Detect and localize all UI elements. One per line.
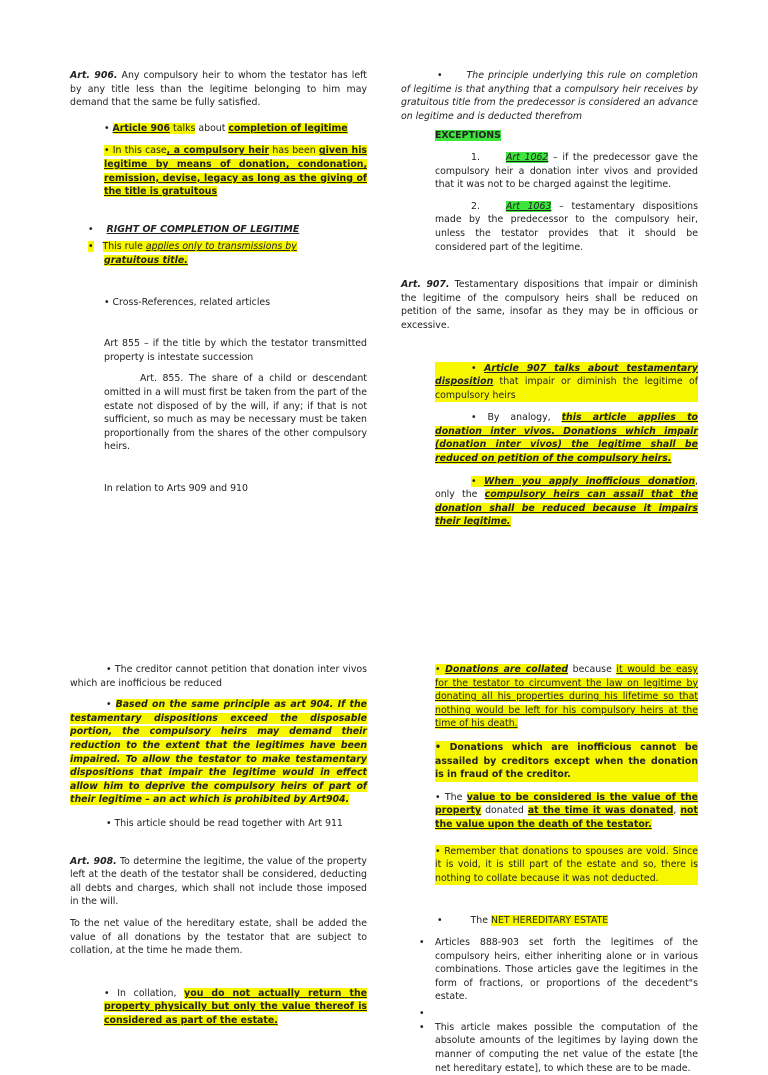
right-top-column [401, 69, 698, 529]
art-1062-ref: Art 1062 [505, 151, 549, 163]
relation-arts: In relation to Arts 909 and 910 [104, 482, 248, 494]
art906-paragraph [70, 69, 367, 110]
the-label: The [470, 915, 491, 927]
analogy-bullet [435, 411, 698, 465]
spouses-void-bullet: • Remember that donations to spouses are void. Since it is void, it is still part of the estate and so, there is nothing to collate because it was not deducted. [435, 845, 698, 884]
inofficious-text: When you apply inofficious donation [484, 475, 696, 487]
list-item-articles: Articles 888-903 set forth the legitimes of the compulsory heirs, either inheriting alone or in various combinations. Those articles gave the legitimes in the form of fractions, or proportions of the decedent"s estate. [435, 936, 698, 1003]
about-text: about [195, 122, 229, 134]
rule-text-c: gratuitous title. [104, 254, 188, 266]
not-value-death-text: not the value upon the death of the testator. [435, 805, 698, 830]
art855-intro: Art 855 – if the title by which the testator transmitted property is intestate succession [104, 338, 367, 363]
bullet-char: • [435, 664, 446, 675]
art907-paragraph [401, 278, 698, 332]
has-been-text: has been [269, 145, 319, 157]
bullet-char: • [88, 223, 94, 235]
assail-text: compulsory heirs can assail that the donation shall be reduced because it impairs their legitime. [435, 489, 698, 528]
art908-paragraph [70, 855, 367, 909]
creditor-bullet: • The creditor cannot petition that donation inter vivos which are inofficious be reduced [70, 664, 367, 689]
completion-topic: completion of legitime [228, 122, 348, 134]
bullet-char: • [106, 699, 116, 711]
art906-talks-bullet [104, 122, 367, 136]
exception-2-text: – testamentary dispositions made by the predecessor to the compulsory heir, unless the testator provides that it should be considered part of the legitime. [435, 200, 698, 253]
rule-bullet [88, 240, 367, 267]
bullet-char: • [104, 122, 113, 134]
collation-bullet [104, 987, 367, 1028]
net-hereditary-heading [435, 914, 698, 928]
by-analogy-text: • By analogy, [471, 412, 562, 424]
art855-text: Art. 855. The share of a child or descendant omitted in a will must first be taken from the part of the estate not disposed of by the will, if any; if that is not sufficient, so much as may be necessary must be taken proportionally from the shares of the other compulsory heirs. [104, 373, 367, 453]
art906-label: Art. 906. [70, 70, 118, 81]
exceptions-label: EXCEPTIONS [435, 130, 501, 142]
donated-text: donated [481, 805, 528, 817]
analogy-highlight: this article applies to donation inter vivos. Donations which impair (donation inter vivos) the legitime shall be reduced on petition of the compulsory heirs. [435, 412, 698, 465]
net-hereditary-estate-label: NET HEREDITARY ESTATE [490, 915, 609, 927]
article-906-ref: Article 906 [112, 122, 171, 134]
in-collation-text: • In collation, [104, 987, 185, 999]
right-completion-heading [88, 223, 367, 237]
bullet-char: • [437, 915, 443, 927]
art907-label: Art. 907. [401, 279, 450, 291]
list-bullet: • [419, 936, 425, 948]
bullet-char: • [88, 241, 94, 253]
art906-text: Any compulsory heir to whom the testator has left by any title less than the legitime belonging to him may demand that the same be fully satisfied. [70, 70, 367, 109]
read-911-bullet: • This article should be read together with Art 911 [106, 817, 343, 829]
value-property-text: value to be considered is the value of the property [435, 791, 698, 817]
exception-1-text: – if the predecessor gave the compulsory heir a donation inter vivos and provided that it was not to be charged against the legitime. [435, 151, 698, 191]
bullet-char: • [471, 362, 485, 374]
given-legitime-text: given his legitime by means of donation, condonation, remission, devise, legacy as long as the giving of the title is gratuitous [104, 145, 367, 198]
impair-text: that impair or diminish the legitime of compulsory heirs [435, 376, 698, 401]
empty-list-item [419, 1007, 698, 1020]
computation-list [419, 1021, 698, 1075]
compulsory-heir-text: , a compulsory heir [166, 145, 270, 157]
articles-list [419, 936, 698, 1004]
right-bottom-column [419, 663, 698, 1075]
heading-text: RIGHT OF COMPLETION OF LEGITIME [106, 223, 300, 235]
collation-highlight: you do not actually return the property physically but only the value thereof is considered as part of the estate. [104, 987, 367, 1026]
donations-collated-bullet [435, 663, 698, 731]
rule-text-a: This rule [102, 241, 146, 253]
the-text: • The [435, 791, 467, 803]
time-donated-text: at the time it was donated [527, 805, 674, 817]
art908-label: Art. 908. [70, 855, 117, 867]
art907-text: Testamentary dispositions that impair or diminish the legitime of the compulsory heirs shall be reduced on petition of the same, insofar as they may be in officious or excessive. [401, 279, 698, 331]
same-principle-bullet [70, 698, 367, 807]
inofficious-bullet [435, 475, 698, 529]
same-principle-text: Based on the same principle as art 904. If the testamentary dispositions exceed the disposable portion, the compulsory heirs may demand their reduction to the extent that the legitimes have been impaired. To allow the testator to make testamentary dispositions that impair the legitime would in effect allow him to deprive the compulsory heirs of part of their legitime – an act which is prohibited by Art904. [70, 699, 367, 806]
list-bullet: • [419, 1007, 425, 1019]
only-the-text: , only the [435, 475, 698, 501]
bullet-char: • [471, 475, 485, 487]
art907-talks-bullet [435, 362, 698, 403]
circumvent-text: it would be easy for the testator to circumvent the law on legitime by donating all his properties during his lifetime so that nothing would be left for his compulsory heirs at the time of his death. [435, 664, 698, 730]
bullet-char: • [437, 70, 443, 81]
principle-paragraph [401, 69, 698, 123]
inofficious-creditors-bullet: • Donations which are inofficious cannot be assailed by creditors except when the donation is in fraud of the creditor. [435, 741, 698, 781]
talks-text: talks [170, 122, 196, 134]
exception-1 [435, 151, 698, 192]
exception-number: 1. [471, 151, 480, 163]
art908-text: To determine the legitime, the value of the property left at the death of the testator shall be considered, deducting all debts and charges, which shall not include those imposed in the will. [70, 855, 367, 908]
list-bullet: • [419, 1021, 425, 1033]
art907-talks-text: Article 907 talks about testamentary disposition [435, 362, 698, 388]
donations-collated-text: Donations are collated [445, 664, 569, 675]
exceptions-heading [435, 129, 698, 143]
cross-references: • Cross-References, related articles [104, 296, 271, 308]
art-1063-ref: Art 1063 [505, 200, 552, 212]
left-top-column [70, 69, 367, 495]
rule-text-b: applies only to transmissions by [145, 241, 297, 253]
in-this-case-bullet [104, 144, 367, 198]
comma-text: , [673, 805, 681, 817]
principle-text: The principle underlying this rule on completion of legitime is that anything that a compulsory heir receives by gratuitous title from the predecessor is considered an advance on legitime and is deducted therefrom [401, 70, 698, 122]
list-item-computation: This article makes possible the computation of the absolute amounts of the legitimes by laying down the manner of computing the net value of the estate [the net hereditary estate], to which these are to be made. [435, 1021, 698, 1074]
because-text: because [568, 664, 617, 675]
exception-number: 2. [471, 200, 480, 212]
in-this-case-text: • In this case [104, 145, 167, 157]
value-considered-bullet [435, 791, 698, 832]
net-value-paragraph: To the net value of the hereditary estate, shall be added the value of all donations by the testator that are subject to collation, at the time he made them. [70, 917, 367, 957]
left-bottom-column [70, 663, 367, 1027]
exception-2 [435, 200, 698, 254]
